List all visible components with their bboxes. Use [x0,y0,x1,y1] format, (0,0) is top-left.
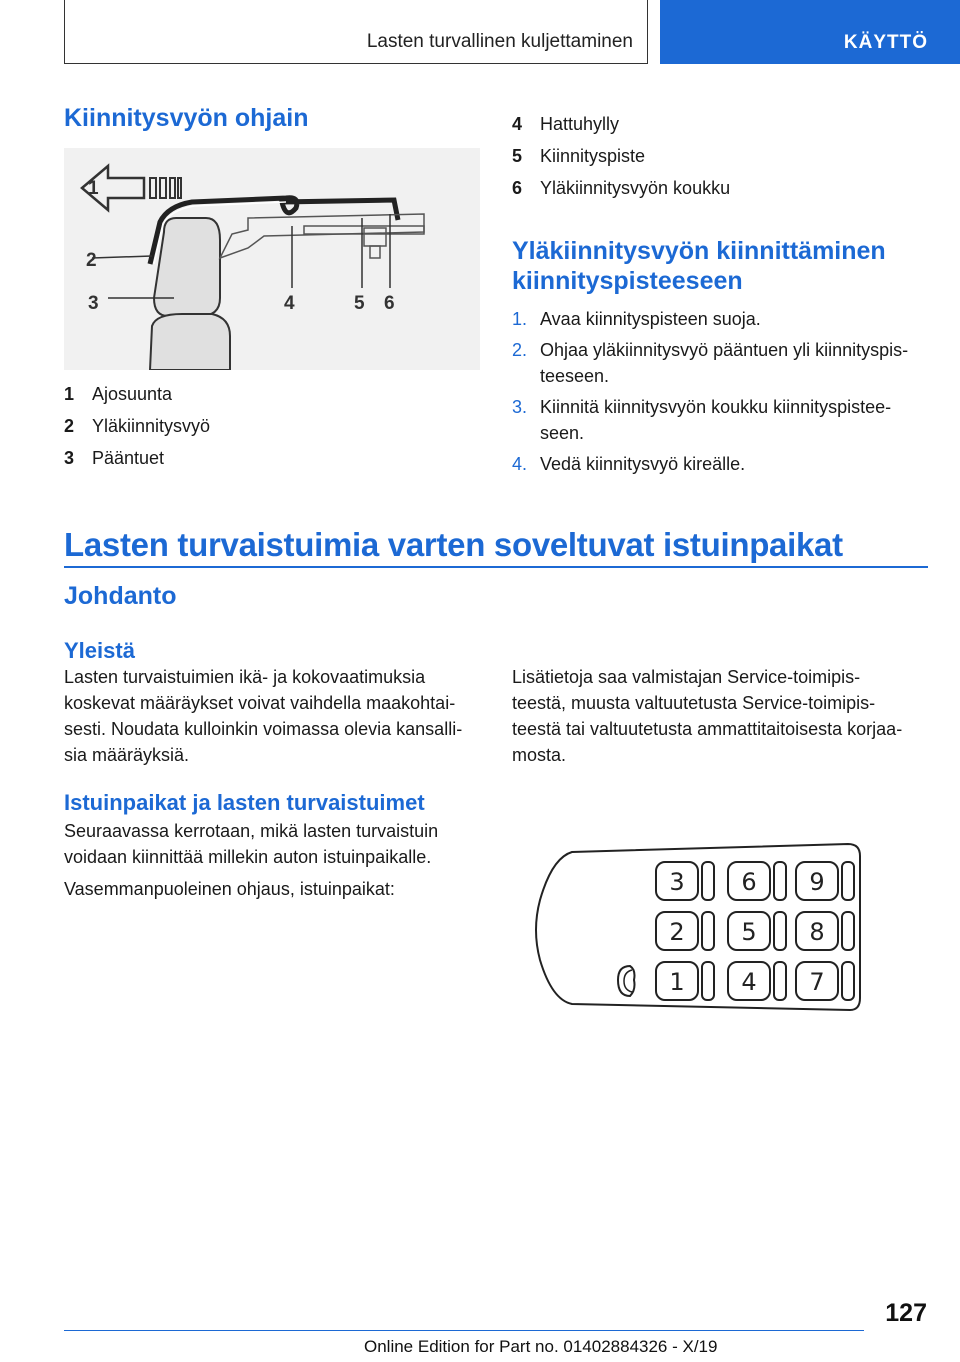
belt-guide-illustration [64,148,480,370]
footer-edition: Online Edition for Part no. 01402884326 - X/19 [364,1337,718,1356]
step-text: Vedä kiinnitysvyö kireälle. [540,454,746,474]
section-label: KÄYTTÖ [843,32,928,53]
text-line: sesti. Noudata kulloinkin voimassa olevia kansalli- [64,719,463,739]
fig-label-2: 2 [86,250,97,271]
legend-item [512,108,932,140]
text-line: mosta. [512,745,567,765]
step-text: Kiinnitä kiinnitysvyön koukku kiinnityspistee- [540,397,892,417]
step-item [512,394,942,446]
legend-text: Yläkiinnitysvyön koukku [540,178,731,198]
heading-belt-guide: Kiinnitysvyön ohjain [64,104,309,132]
legend-num: 1 [64,384,75,404]
legend-num: 3 [64,448,75,468]
step-text: teeseen. [540,366,610,386]
step-text: Ohjaa yläkiinnitysvyö pääntuen yli kiinnityspis- [540,340,909,360]
text-line: voidaan kiinnittää millekin auton istuinpaikalle. [64,847,432,867]
legend-item [512,140,932,172]
seat-1: 1 [669,968,685,996]
seat-2: 2 [669,918,685,946]
heading-line: kiinnityspisteeseen [512,267,743,295]
heading-line: Yläkiinnitysvyön kiinnittäminen [512,237,886,265]
seat-5: 5 [741,918,757,946]
lhd-text: Vasemmanpuoleinen ohjaus, istuinpaikat: [64,879,395,899]
step-item [512,451,942,477]
heading-general: Yleistä [64,638,135,663]
text-line: teestä, muusta valtuutetusta Service-toimipis- [512,693,876,713]
step-item [512,306,942,332]
page-number: 127 [885,1299,927,1327]
figure-belt-guide [64,148,480,370]
heading-attach-belt [512,236,942,296]
legend-text: Kiinnityspiste [540,146,646,166]
header-section-tab[interactable] [660,0,960,64]
step-text: seen. [540,423,585,443]
seat-9: 9 [809,868,825,896]
seats-text [64,818,484,870]
chapter-title: Lasten turvallinen kuljettaminen [366,31,633,52]
legend-num: 2 [64,416,75,436]
general-text-right [512,664,942,768]
general-text-left [64,664,484,768]
step-number: 2. [512,340,528,360]
step-item [512,337,942,389]
heading-seats: Istuinpaikat ja lasten turvaistuimet [64,790,425,815]
seat-diagram [532,840,862,1016]
seat-4: 4 [741,968,757,996]
legend-num: 4 [512,114,523,134]
text-line: teestä tai valtuutetusta ammattitaitoisesta korjaa- [512,719,903,739]
legend-item [64,410,474,442]
section-title: Lasten turvaistuimia varten soveltuvat istuinpaikat [64,526,843,563]
fig-label-6: 6 [384,293,395,314]
seat-layout-illustration [532,840,862,1016]
seat-6: 6 [741,868,757,896]
text-line: Lasten turvaistuimien ikä- ja kokovaatimuksia [64,667,426,687]
step-number: 3. [512,397,528,417]
legend-left [64,378,474,474]
fig-label-4: 4 [284,293,295,314]
seat-7: 7 [809,968,825,996]
fig-label-5: 5 [354,293,365,314]
legend-right [512,108,932,204]
legend-text: Yläkiinnitysvyö [92,416,211,436]
text-line: Lisätietoja saa valmistajan Service-toimipis- [512,667,861,687]
legend-num: 6 [512,178,523,198]
legend-text: Ajosuunta [92,384,173,404]
header-chapter-box [64,0,648,64]
step-text: Avaa kiinnityspisteen suoja. [540,309,761,329]
steps-list [512,306,942,476]
legend-item [512,172,932,204]
legend-text: Pääntuet [92,448,165,468]
legend-text: Hattuhylly [540,114,620,134]
legend-item [64,442,474,474]
footer-rule [64,1330,864,1331]
seat-3: 3 [669,868,685,896]
step-number: 1. [512,309,528,329]
legend-item [64,378,474,410]
text-line: koskevat määräykset voivat vaihdella maakohtai- [64,693,456,713]
text-line: Seuraavassa kerrotaan, mikä lasten turvaistuin [64,821,439,841]
section-rule [64,566,928,568]
text-line: sia määräyksiä. [64,745,190,765]
fig-label-1: 1 [88,178,99,199]
fig-label-3: 3 [88,293,99,314]
legend-num: 5 [512,146,523,166]
subtitle-intro: Johdanto [64,582,177,610]
step-number: 4. [512,454,528,474]
seat-8: 8 [809,918,825,946]
